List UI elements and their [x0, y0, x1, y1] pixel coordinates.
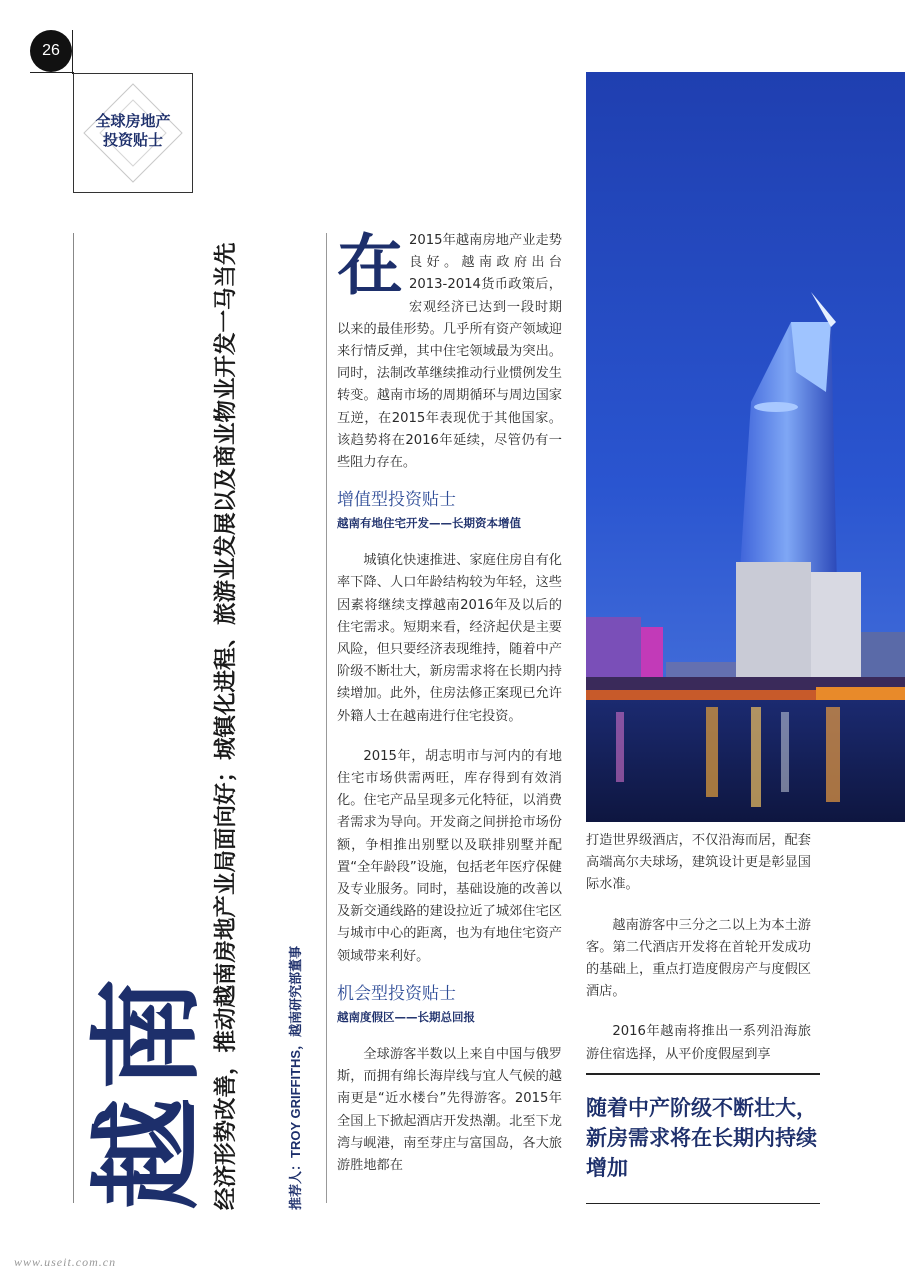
page-subtitle: 经济形势改善，推动越南房地产业局面向好；城镇化进程、旅游业发展以及商业物业开发一马当先 — [213, 242, 239, 1210]
city-skyline-photo — [586, 72, 905, 822]
footer-url: www.useit.com.cn — [14, 1255, 117, 1269]
paragraph: 打造世界级酒店，不仅沿海而居，配套高端高尔夫球场，建筑设计更是彰显国际水准。 — [586, 833, 811, 893]
pull-quote: 随着中产阶级不断壮大，新房需求将在长期内持续增加 — [586, 1096, 817, 1180]
divider — [30, 72, 74, 73]
section-subheading: 越南有地住宅开发——长期资本增值 — [337, 516, 521, 531]
article-column — [337, 227, 562, 1177]
divider — [73, 233, 74, 1203]
divider — [586, 1073, 820, 1075]
divider — [586, 1203, 820, 1204]
section-badge-label — [74, 112, 192, 150]
divider — [72, 30, 73, 74]
paragraph: 2016年越南将推出一系列沿海旅游住宿选择，从平价度假屋到享 — [586, 1024, 811, 1062]
section-heading: 增值型投资贴士 — [337, 490, 456, 511]
article-column-right — [586, 830, 811, 1066]
paragraph: 全球游客半数以上来自中国与俄罗斯，而拥有绵长海岸线与宜人气候的越南更是“近水楼台”先得游客。2015年全国上下掀起酒店开发热潮。北至下龙湾与岘港，南至芽庄与富国岛，各大旅游胜地都在 — [337, 1046, 562, 1173]
paragraph: 越南游客中三分之二以上为本土游客。第二代酒店开发将在首轮开发成功的基础上，重点打造度假房产与度假区酒店。 — [586, 917, 811, 1000]
drop-cap: 在 — [337, 227, 403, 304]
intro-paragraph: 2015年越南房地产业走势良好。越南政府出台2013-2014货币政策后，宏观经济已达到一段时期以来的最佳形势。几乎所有资产领域迎来行情反弹，其中住宅领域最为突出。同时，法制改革继续推动行业惯例发生转变。越南市场的周期循环与周边国家互逆，在2015年表现优于其他国家。该趋势将在2016年延续，尽管仍有一些阻力存在。 — [337, 233, 562, 471]
badge-line-2: 投资贴士 — [102, 131, 163, 149]
page-title: 越南 — [83, 970, 213, 1210]
badge-line-1: 全球房地产 — [95, 112, 171, 130]
section-badge — [73, 73, 193, 193]
section-subheading: 越南度假区——长期总回报 — [337, 1009, 475, 1024]
divider — [326, 233, 327, 1203]
page-number: 26 — [30, 30, 72, 72]
section-heading: 机会型投资贴士 — [337, 983, 456, 1004]
paragraph: 2015年，胡志明市与河内的有地住宅市场供需两旺，库存得到有效消化。住宅产品呈现多元化特征，以消费者需求为导向。开发商之间拼抢市场份额，争相推出别墅以及联排别墅并配置“全年龄段”设施，包括老年医疗保健及专业服务。同时，基础设施的改善以及新交通线路的建设拉近了城郊住宅区与城市中心的距离，也为有地住宅资产领域带来利好。 — [337, 748, 562, 964]
title-block — [83, 210, 332, 1210]
paragraph: 城镇化快速推进、家庭住房自有化率下降、人口年龄结构较为年轻，这些因素将继续支撑越南2016年及以后的住宅需求。短期来看，经济起伏是主要风险，但只要经济表现维持，随着中产阶级不断壮大，新房需求将在长期内持续增加。此外，住房法修正案现已允许外籍人士在越南进行住宅投资。 — [337, 553, 562, 724]
author-credit: 推荐人：TROY GRIFFITHS，越南研究部董事 — [288, 945, 303, 1210]
